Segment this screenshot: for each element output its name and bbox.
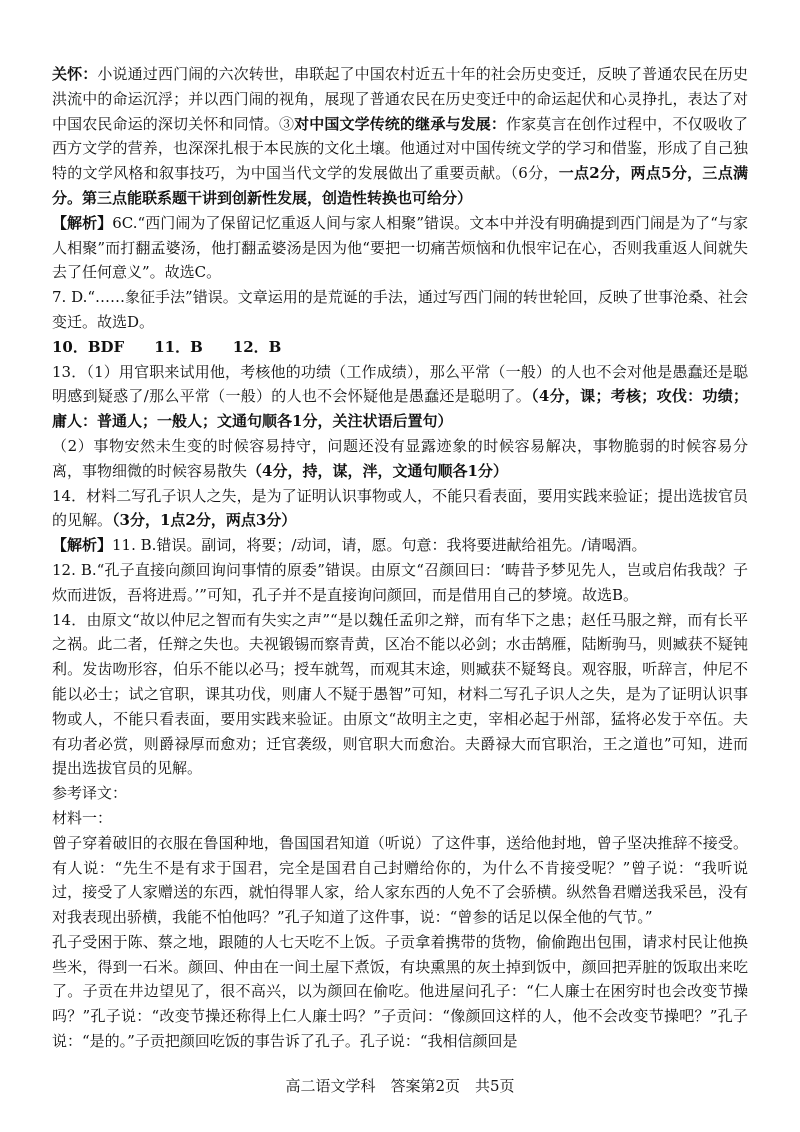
paragraph-p2 (52, 211, 748, 285)
text-segment: 小说通过西门闹的六次转世，串联起了中国农村近五十年的社会历史变迁，反映了普通农民在历史洪流中的命运沉浮；并以西门闹的视角，展现了普通农民在历史变迁中的命运起伏和心灵挣扎，表达了对中国农民命运的深切关怀和同情。③ (52, 65, 748, 133)
bold-text-segment: （4分，课；考核；攻伐：功绩；庸人：普通人；一般人；文通句顺各1分，关注状语后置句） (52, 387, 748, 431)
answer-content (52, 62, 748, 1054)
page-footer: 高二语文学科 答案第2页 共5页 (285, 1077, 515, 1095)
text-segment: 7. D.“……象征手法”错误。文章运用的是荒诞的手法，通过写西门闹的转世轮回，反映了世事沧桑、社会变迁。故选D。 (52, 288, 748, 331)
paragraph-p7 (52, 484, 748, 534)
bold-text-segment: 一点2分，两点5分，三点满分。第三点能联系题干讲到创新性发展，创造性转换也可给分） (52, 164, 748, 207)
text-segment: 13．（1）用官职来试用他，考核他的功绩（工作成绩），那么平常（一般）的人也不会对他是愚蠢还是聪明感到疑惑了/那么平常（一般）的人也不会怀疑他是愚蠢还是聪明了。 (52, 362, 748, 406)
paragraph-p11 (52, 781, 748, 806)
text-segment: 6C.“西门闹为了保留记忆重返人间与家人相聚”错误。文本中并没有明确提到西门闹是为了“与家人相聚”而打翻孟婆汤，他打翻孟婆汤是因为他“要把一切痛苦烦恼和仇恨牢记在心，否则我重返人间就失去了任何意义”。故选C。 (52, 213, 748, 282)
bold-text-segment: （3分，1点2分，两点3分） (112, 511, 297, 530)
bold-text-segment: 关怀： (52, 65, 98, 83)
bold-text-segment: 【解析】 (52, 213, 113, 232)
paragraph-p14 (52, 930, 748, 1054)
bold-text-segment: 10．BDF 11．B 12．B (52, 337, 282, 356)
paragraph-p5 (52, 360, 748, 434)
paragraph-p13 (52, 831, 748, 930)
text-segment: 11. B.错误。副词，将要；/动词，请，愿。句意：我将要进献给祖先。/请喝酒。 (112, 536, 647, 555)
paragraph-p6 (52, 434, 748, 484)
paragraph-p12 (52, 806, 748, 831)
bold-text-segment: 对中国文学传统的继承与发展： (294, 114, 506, 133)
text-segment: （2）事物安然未生变的时候容易持守，问题还没有显露迹象的时候容易解决，事物脆弱的时候容易分离，事物细微的时候容易散失 (52, 436, 748, 480)
paragraph-p9 (52, 558, 748, 608)
paragraph-p8 (52, 533, 748, 558)
text-segment: 孔子受困于陈、蔡之地，跟随的人七天吃不上饭。子贡拿着携带的货物，偷偷跑出包围，请求村民让他换些米，得到一石米。颜回、仲由在一间土屋下煮饭，有块熏黑的灰土掉到饭中，颜回把弄脏的饭取出来吃了。子贡在井边望见了，很不高兴，以为颜回在偷吃。他进屋问孔子：“仁人廉士在困穷时也会改变节操吗？”孔子说：“改变节操还称得上仁人廉士吗？”子贡问：“像颜回这样的人，他不会改变节操吧？”孔子说：“是的。”子贡把颜回吃饭的事告诉了孔子。孔子说：“我相信颜回是 (52, 932, 748, 1051)
bold-text-segment: （4分，持，谋，泮，文通句顺各1分） (247, 461, 508, 480)
bold-text-segment: 【解析】 (52, 536, 113, 555)
text-segment: 作家莫言在创作过程中，不仅吸收了西方文学的营养，也深深扎根于本民族的文化土壤。他通过对中国传统文学的学习和借鉴，形成了自己独特的文学风格和叙事技巧，为中国当代文学的发展做出了重要贡献。（6分， (52, 114, 748, 183)
text-segment: 14．材料二写孔子识人之失，是为了证明认识事物或人，不能只看表面，要用实践来验证；提出选拔官员的见解。 (52, 486, 748, 530)
text-segment: 14．由原文“故以仲尼之智而有失实之声”“是以魏任孟卯之辩，而有华下之患；赵任马服之辩，而有长平之祸。此二者，任辩之失也。夫视锻锡而察青黄，区冶不能以必剑；水击鹄雁，陆断驹马，则臧获不疑钝利。发齿吻形容，伯乐不能以必马；授车就驾，而观其末途，则臧获不疑驽良。观容服，听辞言，仲尼不能以必士；试之官职，课其功伐，则庸人不疑于愚智”可知，材料二写孔子识人之失，是为了证明认识事物或人，不能只看表面，要用实践来验证。由原文“故明主之吏，宰相必起于州部，猛将必发于卒伍。夫有功者必赏，则爵禄厚而愈劝；迁官袭级，则官职大而愈治。夫爵禄大而官职治，王之道也”可知，进而提出选拔官员的见解。 (52, 610, 748, 778)
text-segment: 材料一： (52, 808, 113, 827)
paragraph-p4 (52, 335, 748, 360)
paragraph-p1 (52, 62, 748, 211)
paragraph-p10 (52, 608, 748, 782)
text-segment: 曾子穿着破旧的衣服在鲁国种地，鲁国国君知道（听说）了这件事，送给他封地，曾子坚决推辞不接受。有人说：“先生不是有求于国君，完全是国君自己封赠给你的，为什么不肯接受呢？”曾子说：“我听说过，接受了人家赠送的东西，就怕得罪人家，给人家东西的人免不了会骄横。纵然鲁君赠送我采邑，没有对我表现出骄横，我能不怕他吗？”孔子知道了这件事，说：“曾参的话足以保全他的气节。” (52, 833, 748, 927)
text-segment: 12. B.“孔子直接向颜回询问事情的原委”错误。由原文“召颜回曰：‘畴昔予梦见先人，岂或启佑我哉？子炊而进饭，吾将进焉。’”可知，孔子并不是直接询问颜回，而是借用自己的梦境。故选B。 (52, 560, 748, 604)
paragraph-p3 (52, 285, 748, 335)
text-segment: 参考译文： (52, 784, 128, 803)
